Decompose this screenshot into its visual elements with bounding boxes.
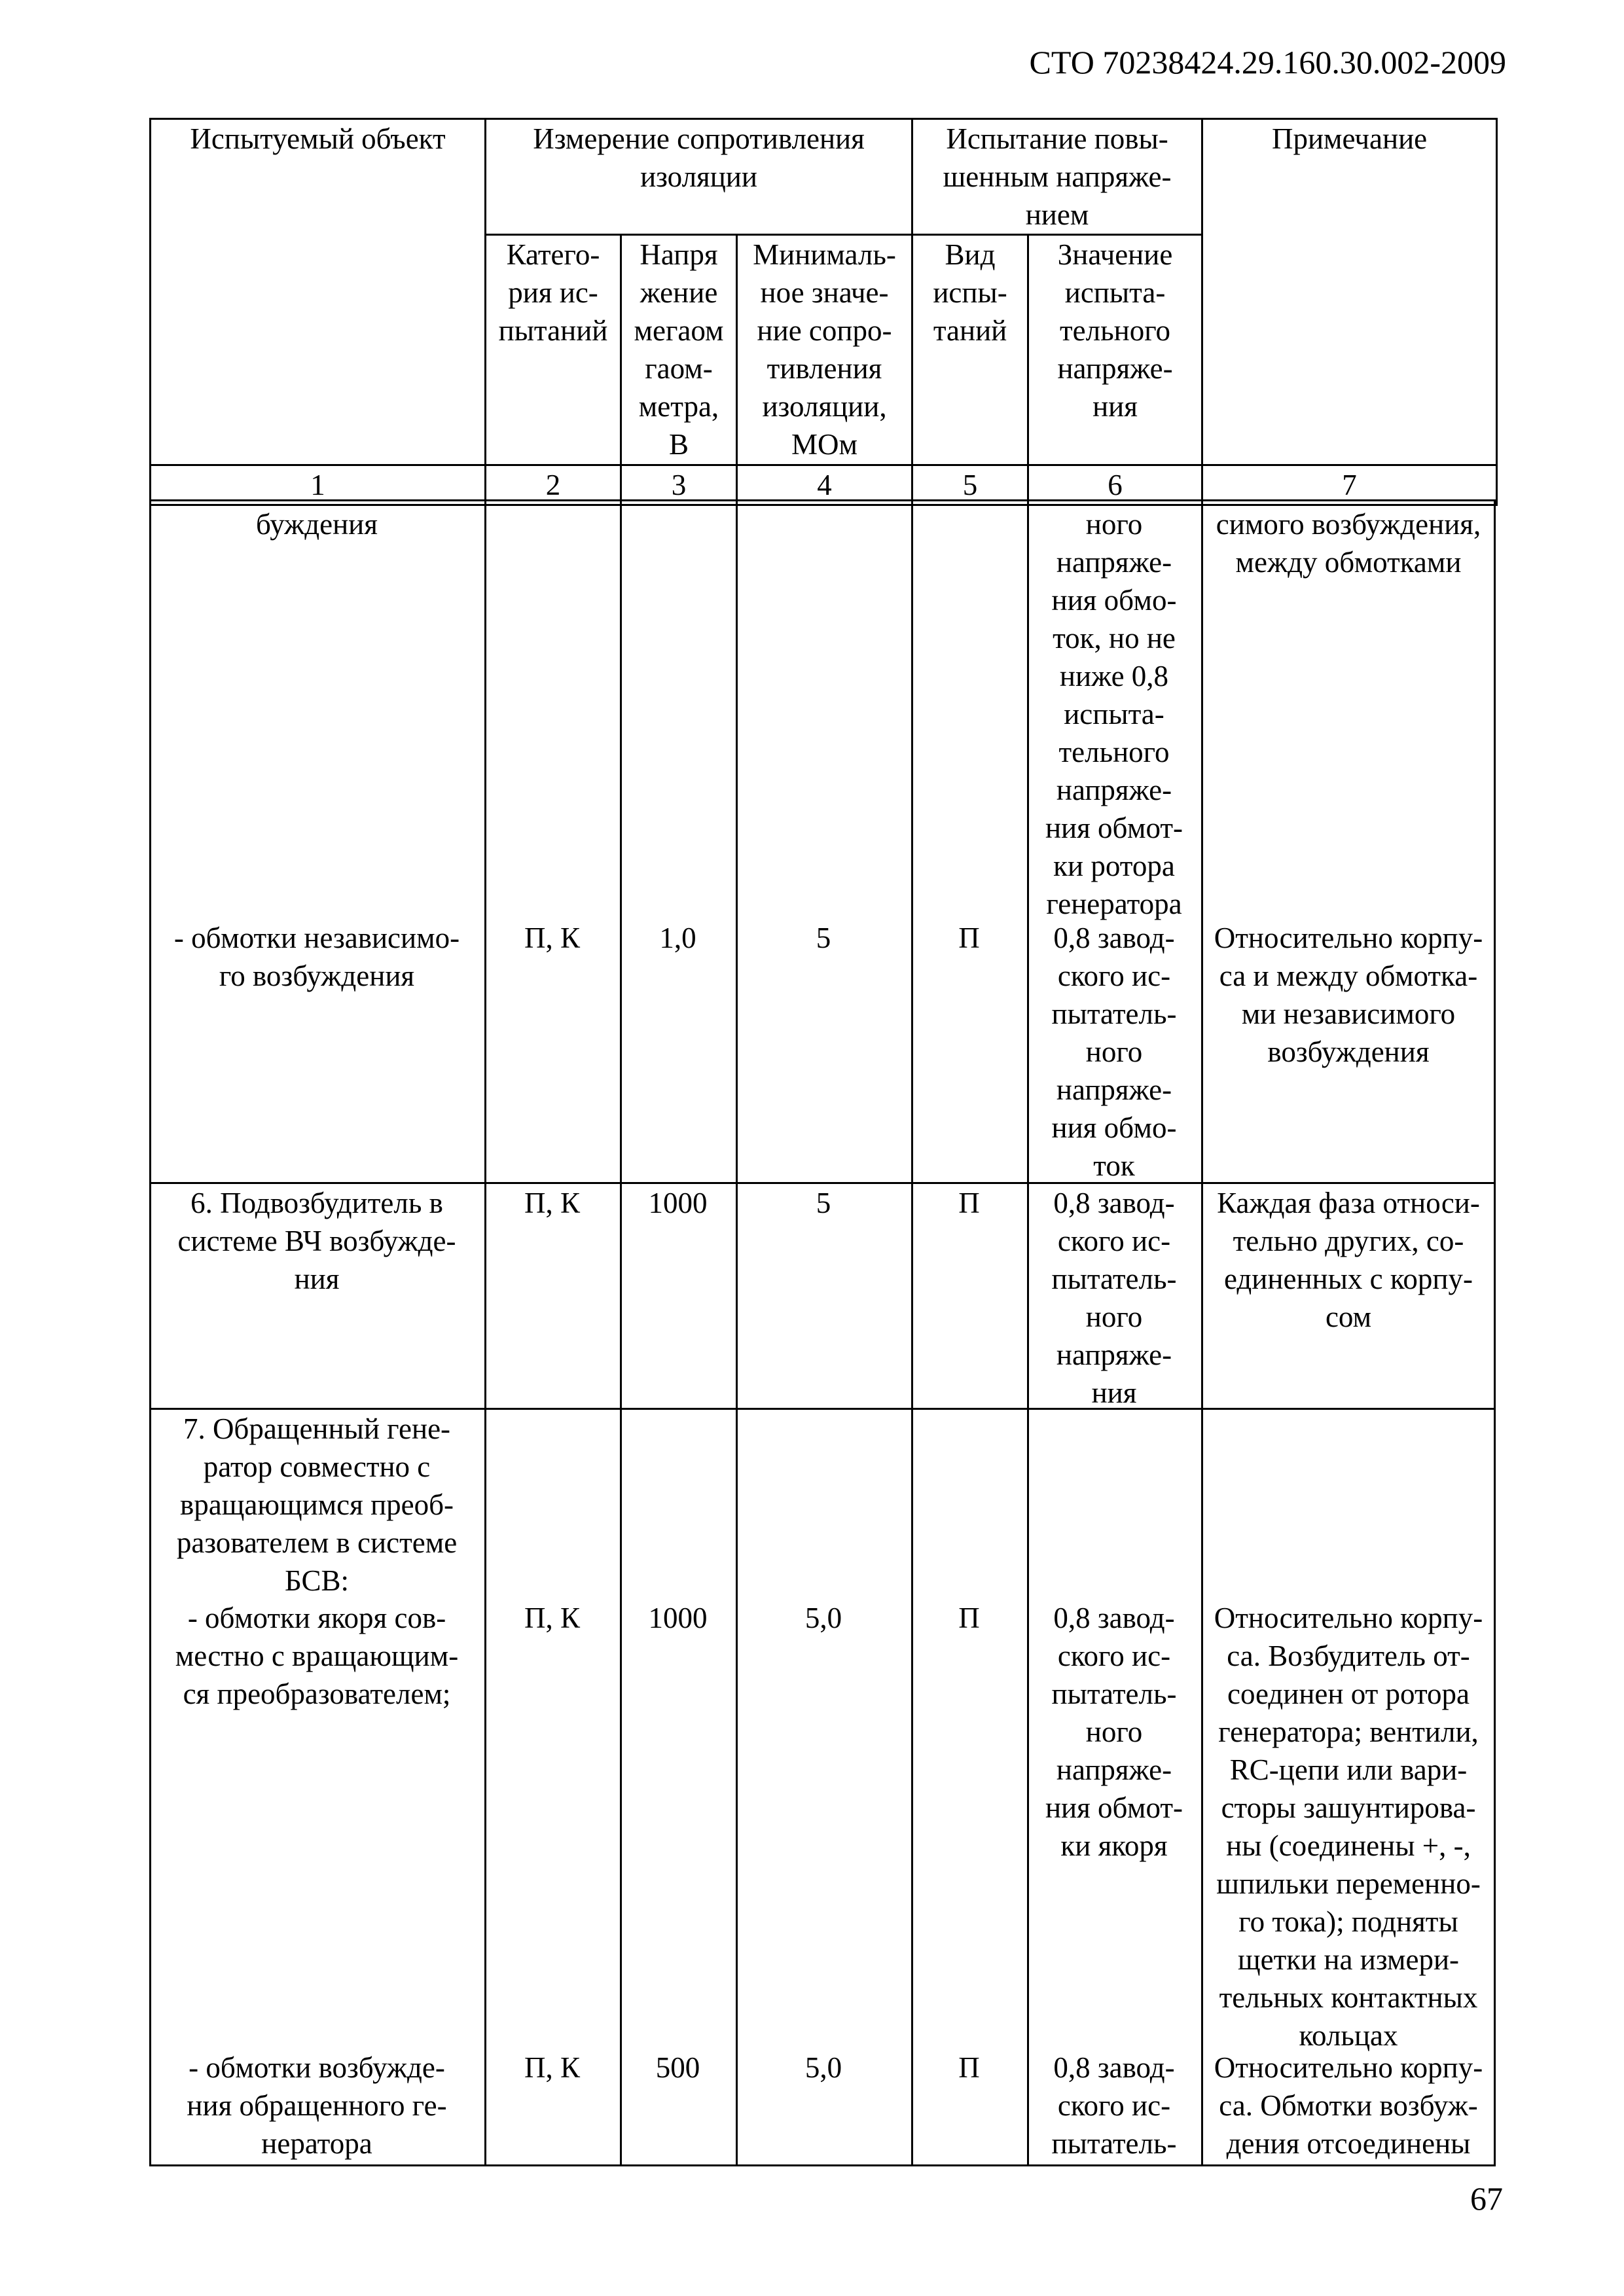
- cell-object: 6. Подвозбудитель в системе ВЧ возбужде- ния: [177, 1187, 456, 1295]
- cell-min-resistance: 5: [816, 922, 831, 954]
- cell-object: - обмотки возбужде- ния обращенного ге- нератора: [187, 2051, 447, 2160]
- column-number: 2: [486, 465, 621, 505]
- page-number: 67: [1470, 2180, 1503, 2217]
- column-number: 3: [621, 465, 737, 505]
- header-note: Примечание: [1202, 119, 1497, 465]
- column-divider: [911, 499, 913, 2166]
- cell-test-type: П: [958, 1602, 980, 1634]
- table-header: [149, 118, 1498, 506]
- column-divider: [620, 499, 622, 2166]
- cell-note: Относительно корпу- са и между обмотка- ми независимого возбуждения: [1214, 922, 1483, 1068]
- header-test-voltage: Значение испыта- тельного напряже- ния: [1028, 235, 1202, 465]
- cell-category: П, К: [524, 1187, 580, 1219]
- header-min-resistance: Минималь- ное значе- ние сопро- тивления изоляции, МОм: [737, 235, 912, 465]
- header-hv-test-group: Испытание повы- шенным напряже- нием: [912, 119, 1202, 235]
- cell-min-resistance: 5: [816, 1187, 831, 1219]
- cell-note: Относительно корпу- са. Возбудитель от- соединен от ротора генератора; вентили, RC-цепи или вари- сторы зашунтирова- ны (соединены +, -, шпильки переменно- го тока); подняты щетки на измери- тельных контактных кольцах: [1214, 1602, 1483, 2052]
- cell-megger-voltage: 1,0: [659, 922, 696, 954]
- cell-category: П, К: [524, 922, 580, 954]
- cell-test-voltage: 0,8 завод- ского ис- пытатель- ного напряже- ния обмот- ки якоря: [1045, 1602, 1183, 1862]
- cell-test-voltage: 0,8 завод- ского ис- пытатель- ного напряже- ния обмо- ток: [1051, 922, 1177, 1182]
- cell-megger-voltage: 500: [655, 2051, 700, 2084]
- cell-category: П, К: [524, 1602, 580, 1634]
- cell-min-resistance: 5,0: [804, 1602, 842, 1634]
- column-number: 7: [1202, 465, 1497, 505]
- column-divider: [484, 499, 486, 2166]
- cell-object: буждения: [256, 508, 378, 541]
- column-number: 4: [737, 465, 912, 505]
- column-divider: [736, 499, 738, 2166]
- cell-category: П, К: [524, 2051, 580, 2084]
- document-code: СТО 70238424.29.160.30.002-2009: [1029, 44, 1506, 81]
- cell-object: - обмотки независимо- го возбуждения: [173, 922, 460, 992]
- header-insulation-group: Измерение сопротивления изоляции: [486, 119, 912, 235]
- cell-object: - обмотки якоря сов- местно с вращающим- ся преобразователем;: [175, 1602, 459, 1710]
- header-megger-voltage: Напря жение мегаом гаом- метра, В: [621, 235, 737, 465]
- header-category: Катего- рия ис- пытаний: [486, 235, 621, 465]
- cell-test-type: П: [958, 922, 980, 954]
- column-number: 1: [151, 465, 486, 505]
- cell-note: Каждая фаза относи- тельно других, со- единенных с корпу- сом: [1217, 1187, 1480, 1333]
- cell-note: симого возбуждения, между обмотками: [1216, 508, 1481, 579]
- cell-object: 7. Обращенный гене- ратор совместно с вращающимся преоб- разователем в системе БСВ:: [176, 1412, 458, 1597]
- cell-note: Относительно корпу- са. Обмотки возбуж- дения отсоединены: [1214, 2051, 1483, 2160]
- column-number: 5: [912, 465, 1028, 505]
- cell-min-resistance: 5,0: [804, 2051, 842, 2084]
- cell-test-voltage: 0,8 завод- ского ис- пытатель-: [1051, 2051, 1177, 2160]
- column-number: 6: [1028, 465, 1202, 505]
- header-test-type: Вид испы- таний: [912, 235, 1028, 465]
- cell-test-type: П: [958, 1187, 980, 1219]
- cell-test-voltage: 0,8 завод- ского ис- пытатель- ного напряже- ния: [1051, 1187, 1177, 1409]
- cell-test-voltage: ного напряже- ния обмо- ток, но не ниже 0,8 испыта- тельного напряже- ния обмот- ки ротора генератора: [1045, 508, 1183, 920]
- cell-test-type: П: [958, 2051, 980, 2084]
- header-object: Испытуемый объект: [151, 119, 486, 465]
- cell-megger-voltage: 1000: [648, 1187, 708, 1219]
- cell-megger-voltage: 1000: [648, 1602, 708, 1634]
